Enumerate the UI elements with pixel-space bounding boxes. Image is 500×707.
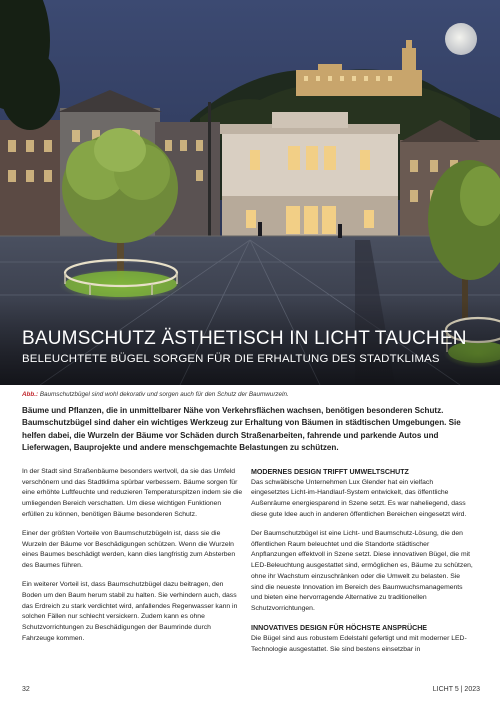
article-intro: Bäume und Pflanzen, die in unmittelbarer Nähe von Verkehrsflächen wachsen, benötigen besonderen Schutz. Baumschutzbügel sind daher ein wichtiges Werkzeug zur Erhaltung von Bäumen in städtischen Umgebungen. Sie helfen dabei, die Wurzeln der Bäume vor Schäden durch Straßenarbeiten, fahrende und parkende Autos und Lieferwagen, Bauprojekte und andere menschgemachte Belastungen zu schützen.: [22, 406, 461, 453]
body-paragraph: Das schwäbische Unternehmen Lux Glender hat ein vielfach eingesetztes Licht-im-Handlauf-System entwickelt, das öffentliche Außenräume energiesparend in Szene setzt. Es war naheliegend, dass diese gute Idee auch in anderen öffentlichen Bereichen eingesetzt wird.: [251, 478, 467, 518]
issue-label: LICHT 5 | 2023: [432, 686, 480, 693]
body-paragraph: Einer der größten Vorteile von Baumschutzbügeln ist, dass sie die Wurzeln der Bäume vor Beschädigungen schützen. Wenn die Wurzeln eines Baumes beschädigt werden, kann dies langfristig zum Absterben des Baumes führen.: [22, 530, 236, 570]
body-paragraph: Die Bügel sind aus robustem Edelstahl gefertigt und mit moderner LED-Technologie ausgestattet. Sie sind bestens einsetzbar in: [251, 634, 467, 653]
body-column-left: [22, 467, 244, 653]
page-number: 32: [22, 686, 30, 693]
caption-label: Abb.:: [22, 391, 39, 398]
section-heading: MODERNES DESIGN TRIFFT UMWELTSCHUTZ: [251, 468, 409, 476]
body-paragraph: Der Baumschutzbügel ist eine Licht- und Baumschutz-Lösung, die den öffentlichen Raum beleuchtet und die Standorte städtischer Anpflanzungen effektvoll in Szene setzt. Diese innovativen Bügel, die mit LED-Beleuchtung ausgestattet sind, ermöglichen es, Bäume zu schützen, ohne ihr Wachstum einzuschränken oder die Umwelt zu belasten. Sie sind die neueste Innovation im Bereich des Baumwuchsmanagements und bieten eine hervorragende Alternative zu traditionellen Schutzvorrichtungen.: [251, 530, 473, 612]
body-paragraph: Ein weiterer Vorteil ist, dass Baumschutzbügel dazu beitragen, den Boden um den Baum herum stabil zu halten. Sie verhindern auch, dass das Erdreich zu stark verdichtet wird, anfallendes Regenwasser kann in solchen Fällen nur schlecht versickern. Zudem kann es ohne Schutzvorrichtungen zu Beschädigungen der Baumrinde durch Fahrzeuge kommen.: [22, 581, 238, 642]
article-headline: BAUMSCHUTZ ÄSTHETISCH IN LICHT TAUCHEN: [22, 328, 467, 349]
body-column-right: [251, 467, 473, 664]
article-subheadline: BELEUCHTETE BÜGEL SORGEN FÜR DIE ERHALTUNG DES STADTKLIMAS: [22, 353, 440, 365]
caption-text: Baumschutzbügel sind wohl dekorativ und sorgen auch für den Schutz der Baumwurzeln.: [39, 391, 289, 398]
section-heading: INNOVATIVES DESIGN FÜR HÖCHSTE ANSPRÜCHE: [251, 624, 428, 633]
moon: [445, 23, 477, 55]
image-caption: [22, 391, 289, 398]
body-paragraph: In der Stadt sind Straßenbäume besonders wertvoll, da sie das Umfeld verschönern und das Stadtklima spürbar verbessern. Bäume sorgen für eine erhöhte Luftfeuchte und reduzieren Temperaturspitzen indem sie die umliegenden Bereich verschatten. Um diese wichtigen Funktionen erfüllen zu können, benötigen Bäume besonderen Schutz.: [22, 468, 243, 518]
